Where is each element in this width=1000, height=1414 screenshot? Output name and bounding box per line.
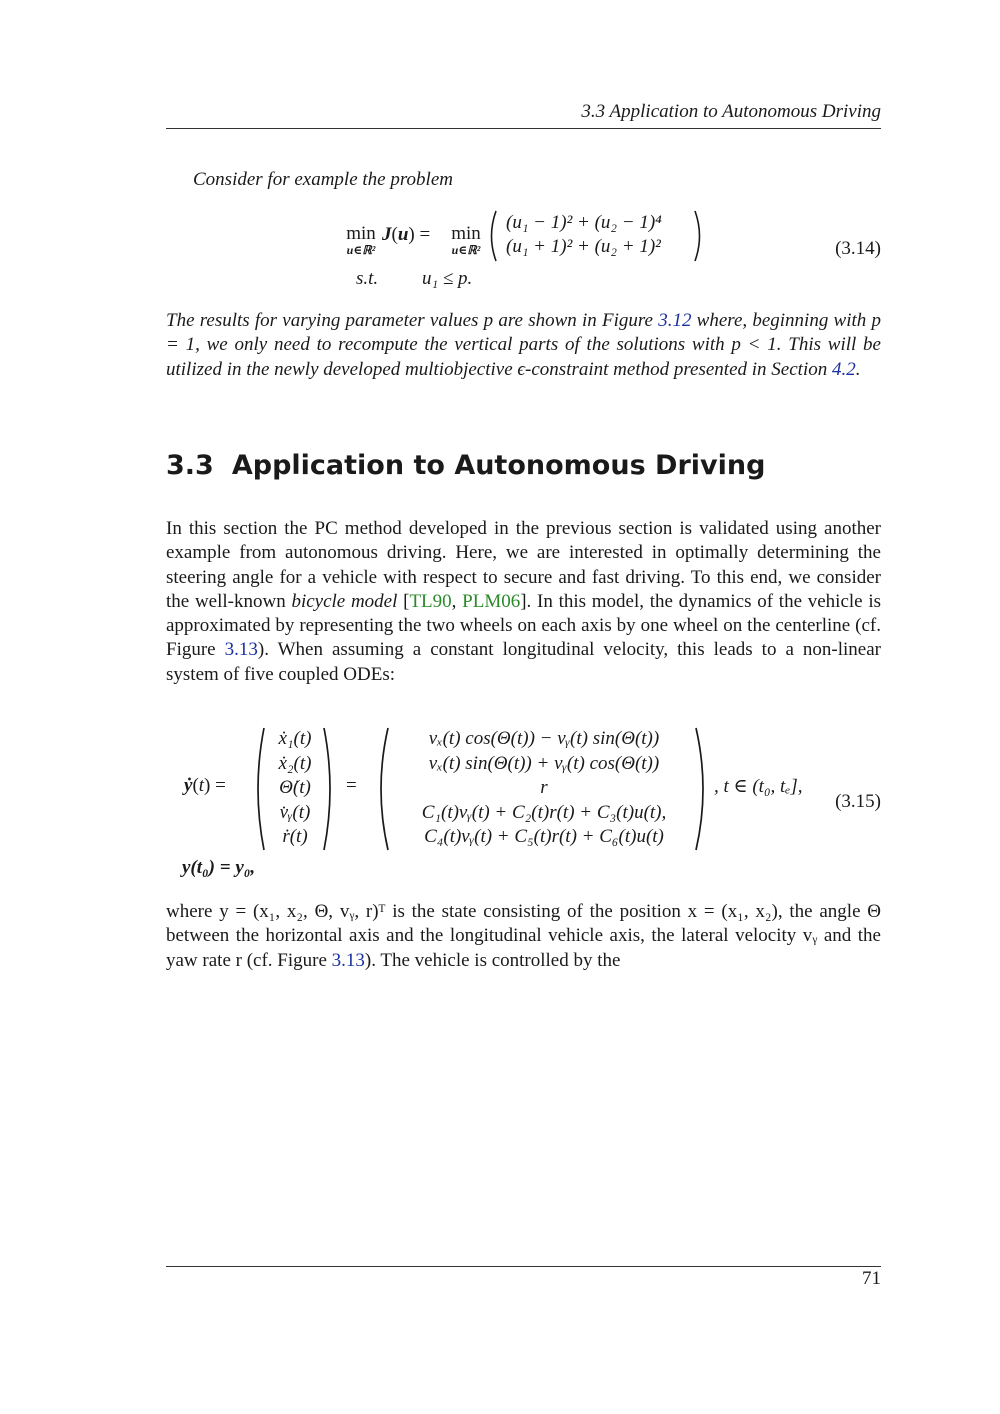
figure-ref-3-13-b[interactable]: 3.13 [331,949,365,971]
bicycle-model-emph: bicycle model [291,590,398,612]
figure-ref-3-12[interactable]: 3.12 [658,310,692,331]
ode-lhs-text [184,775,186,776]
citation-separator: , [451,590,463,612]
intro-text-4: ). When assuming a constant longitudinal velocity, this leads to a non-linear system of five coupled ODEs: [166,639,881,685]
vector-entry: v̇ᵧ(t) [279,801,311,823]
state-derivative-vector [264,727,326,850]
intro-text-3: ]. In this model, the dynamics of the vehicle is approximated by representing the two wheels on each axis by one wheel on the centerline (cf. Figure [166,590,881,661]
intro-text-1: In this section the PC method developed in the previous section is validated using another example from autonomous driving. Here, we are interested in optimally determining the steering angle for a vehicle with respect to secure and fast driving. To this end, we consider the well-known [166,518,881,612]
state-text-2: ). The vehicle is controlled by the [364,949,621,971]
right-paren [693,210,705,262]
time-domain: , t ∈ (t₀, tₑ], [714,776,803,797]
equation-number-3-14: (3.14) [835,238,881,259]
figure-ref-3-13[interactable]: 3.13 [224,639,258,661]
vector-right-paren [322,727,336,851]
results-text-2: where, beginning with p = 1, we only need to recompute the vertical parts of the solutions with p < 1. This will be utilized in the newly developed multiobjective ϵ-constraint method presented in Section [166,310,881,380]
equation-3-15 [166,725,881,885]
rhs-entry: r [540,777,548,798]
consider-line: Consider for example the problem [193,169,453,190]
min-operator-2: min [451,223,481,244]
rhs-entry: C₁(t)vᵧ(t) + C₂(t)r(t) + C₃(t)u(t), [421,801,667,823]
min-subscript: u∈ℝ² [346,243,376,257]
page-number: 71 [862,1268,881,1289]
initial-condition: y(t₀) = y₀, [182,857,256,878]
section-heading [166,450,765,481]
constraint: u₁ ≤ p. [422,268,473,289]
citation-plm06[interactable]: PLM06 [462,590,521,612]
vector-entry: ṙ(t) [282,826,308,847]
section-title: Application to Autonomous Driving [231,450,766,481]
results-text-1: The results for varying parameter values p are shown in Figure [166,310,659,331]
section-ref-4-2[interactable]: 4.2 [831,358,856,380]
intro-paragraph [166,517,881,687]
objective-row-2: (u₁ + 1)² + (u₂ + 1)² [506,236,661,257]
min-subscript-2: u∈ℝ² [451,243,481,257]
left-paren [486,210,498,262]
vector-entry: ẋ₁(t) [278,728,312,749]
footer-rule [166,1266,881,1267]
objective-row-1: (u₁ − 1)² + (u₂ − 1)⁴ [506,212,662,233]
ode-rhs-vector [388,727,700,850]
ode-lhs: ẏ(t) = [184,775,226,796]
section-number: 3.3 [166,450,214,481]
rhs-right-paren [694,727,710,851]
running-header: 3.3 Application to Autonomous Driving [581,101,881,122]
results-text-3: . [855,358,861,380]
vector-entry: ẋ₂(t) [278,752,312,774]
rhs-entry: C₄(t)vᵧ(t) + C₅(t)r(t) + C₆(t)u(t) [424,826,664,847]
state-text-1: where y = (x₁, x₂, Θ, vᵧ, r)ᵀ is the state consisting of the position x = (x₁, x₂), the angle Θ between the horizontal axis and the longitudinal vehicle axis, the lateral velocity vᵧ and the yaw rate r (cf. Figure [166,901,881,971]
rhs-entry: vₓ(t) sin(Θ(t)) + vᵧ(t) cos(Θ(t)) [428,752,660,774]
subject-to: s.t. [356,268,379,289]
intro-text-2: [ [397,590,410,612]
equation-number-3-15: (3.15) [835,791,881,812]
min-operator: min [346,223,376,244]
ode-equals: = [346,775,357,796]
vector-entry: Θ̇(t) [279,777,311,798]
citation-tl90[interactable]: TL90 [409,590,452,612]
state-paragraph [166,900,881,973]
header-rule [166,128,881,129]
equation-3-14: min u∈ℝ² J(u) = min u∈ℝ² (u₁ − 1)² + (u₂ − 1)⁴ (u₁ + 1)² + (u₂ + 1)² s.t. u₁ ≤ p. (3.14) [330,206,881,296]
rhs-entry: vₓ(t) cos(Θ(t)) − vᵧ(t) sin(Θ(t)) [428,728,660,749]
results-paragraph [166,309,881,382]
lhs-hidden-text [382,224,384,225]
